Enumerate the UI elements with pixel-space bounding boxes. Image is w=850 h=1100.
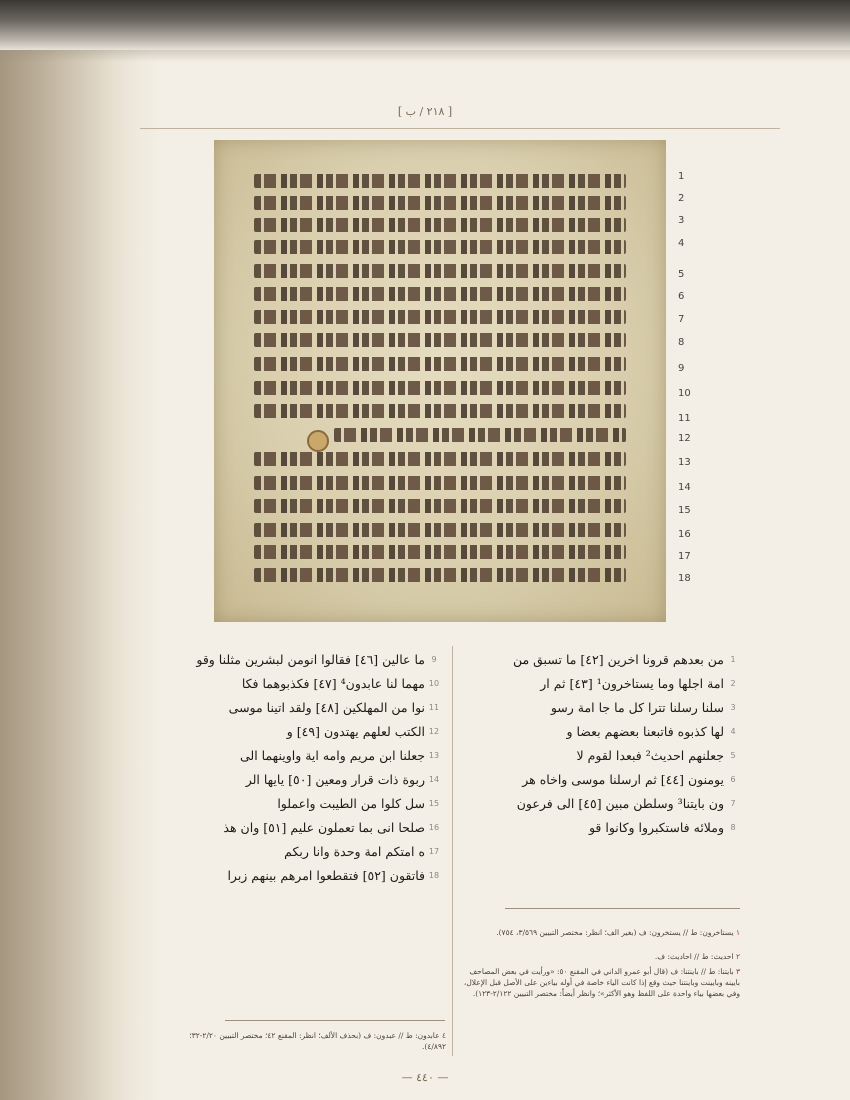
footnote: [462, 927, 740, 938]
scan-top-edge-fade: [0, 50, 850, 62]
footnote-text: عابدون: ط // عبدون: ف (بحذف الألف؛ انظر: المقنع ٤٢؛ مختصر التبيين ٢/٢٠-٣٢؛ ٤/٨٩٢).: [189, 1031, 446, 1051]
manuscript-line-number: 14: [678, 482, 691, 493]
line-number: 16: [428, 822, 440, 832]
transcription-line: [460, 696, 742, 718]
line-number: 18: [428, 870, 440, 880]
manuscript-line: [254, 264, 626, 278]
folio-reference: [ ٢١٨ / ب ]: [397, 105, 453, 118]
footnote-mark: ١: [735, 928, 740, 937]
book-gutter-shadow: [0, 40, 140, 1100]
manuscript-line: [254, 568, 626, 582]
line-number: 5: [730, 750, 736, 760]
manuscript-line-number: 15: [678, 505, 691, 516]
line-number: 3: [730, 702, 736, 712]
manuscript-line-number: 8: [678, 337, 685, 348]
line-number: 1: [730, 654, 736, 664]
line-text: ه امتكم امة وحدة وانا ربكم: [284, 843, 425, 859]
line-number: 9: [431, 654, 437, 664]
manuscript-line-number: 9: [678, 363, 685, 374]
line-text: ون بايتنا³ وسلطن مبين [٤٥] الى فرعون: [516, 795, 724, 811]
footnote-text: احديث: ط // احاديث: ف.: [654, 952, 734, 961]
manuscript-line-number: 4: [678, 238, 685, 249]
manuscript-line: [254, 381, 626, 395]
footnote: [462, 966, 740, 999]
line-text: امة اجلها وما يستاخرون¹ [٤٣] ثم ار: [540, 675, 724, 691]
line-text: سلنا رسلنا تترا كل ما جا امة رسو: [550, 699, 724, 715]
manuscript-line-number: 2: [678, 193, 685, 204]
manuscript-line: [254, 499, 626, 513]
transcription-line: [460, 768, 742, 790]
manuscript-line: [254, 452, 626, 466]
manuscript-line-number: 18: [678, 573, 691, 584]
line-number: 10: [428, 678, 440, 688]
manuscript-line: [254, 196, 626, 210]
manuscript-line-number: 3: [678, 215, 685, 226]
manuscript-line: [254, 476, 626, 490]
line-text: وملائه فاستكبروا وكانوا قو: [588, 819, 724, 835]
transcription-line: [175, 792, 443, 814]
manuscript-line-number: 10: [678, 388, 691, 399]
manuscript-line: [254, 240, 626, 254]
footnote-rule: [225, 1020, 445, 1021]
footnote: [170, 1030, 446, 1052]
manuscript-line: [254, 333, 626, 347]
line-text: ما عالين [٤٦] فقالوا انومن لبشرين مثلنا وقو: [196, 651, 425, 667]
line-number: 13: [428, 750, 440, 760]
transcription-line: [175, 768, 443, 790]
line-number: 7: [730, 798, 736, 808]
footnote-text: يستاخرون: ط // يستخرون: ف (بغير الف؛ انظر: مختصر التبيين ٣/٥٦٩، ٧٥٤).: [496, 928, 734, 937]
line-number: 12: [428, 726, 440, 736]
line-text: من بعدهم قرونا اخرين [٤٢] ما تسبق من: [512, 651, 724, 667]
verse-marker-ornament-icon: [307, 430, 329, 452]
line-text: صلحا انى بما تعملون عليم [٥١] وان هذ: [223, 819, 425, 835]
manuscript-line-number: 7: [678, 314, 685, 325]
manuscript-line: [254, 357, 626, 371]
manuscript-line-number: 1: [678, 171, 685, 182]
line-number: 2: [730, 678, 736, 688]
transcription-line: [175, 672, 443, 694]
manuscript-line: [334, 428, 626, 442]
transcription-line: [175, 720, 443, 742]
footnote-mark: ٣: [735, 967, 740, 976]
line-text: يومنون [٤٤] ثم ارسلنا موسى واخاه هر: [522, 771, 724, 787]
transcription-line: [460, 816, 742, 838]
line-text: سل كلوا من الطيبت واعملوا: [277, 795, 425, 811]
manuscript-line-number: 5: [678, 269, 685, 280]
manuscript-line: [254, 545, 626, 559]
manuscript-line-number: 6: [678, 291, 685, 302]
transcription-line: [175, 864, 443, 886]
column-divider: [452, 646, 453, 1056]
manuscript-line: [254, 174, 626, 188]
line-text: ربوة ذات قرار ومعين [٥٠] يايها الر: [245, 771, 425, 787]
manuscript-line: [254, 218, 626, 232]
line-number: 17: [428, 846, 440, 856]
line-text: مهما لنا عابدون⁴ [٤٧] فكذبوهما فكا: [241, 675, 425, 691]
line-text: فاتقون [٥٢] فتقطعوا امرهم بينهم زبرا: [227, 867, 425, 883]
manuscript-line: [254, 310, 626, 324]
line-text: جعلنهم احديث² فبعدا لقوم لا: [576, 747, 724, 763]
line-text: جعلنا ابن مريم وامه اية واوينهما الى: [239, 747, 425, 763]
line-number: 6: [730, 774, 736, 784]
line-number: 4: [730, 726, 736, 736]
line-number: 15: [428, 798, 440, 808]
header-rule: [140, 128, 780, 129]
transcription-line: [460, 672, 742, 694]
manuscript-line-number: 12: [678, 433, 691, 444]
manuscript-line-number: 17: [678, 551, 691, 562]
transcription-line: [460, 648, 742, 670]
line-number: 8: [730, 822, 736, 832]
manuscript-line-number: 11: [678, 413, 691, 424]
footnote-mark: ٤: [441, 1031, 446, 1040]
scan-top-edge: [0, 0, 850, 50]
transcription-line: [175, 840, 443, 862]
transcription-line: [175, 696, 443, 718]
footnote-text: بايتنا: ط // باينتنا: ف (قال أبو عمرو الداني في المقنع ٥٠: «ورأيت في بعض المصاحف بايينه وبايينت وباينتنا حيث وقع إذا كانت الياء خاصة في أوله بياءين على الأصل قبل الإعلال، وفي بعضها بياء واحدة على اللفظ وهو الأكثر»؛ وانظر أيضاً: مختصر التبيين ٢/١٢٢-١٢٣).: [463, 967, 740, 998]
line-text: لها كذبوه فاتبعنا بعضهم بعضا و: [566, 723, 724, 739]
transcription-line: [175, 744, 443, 766]
transcription-line: [175, 816, 443, 838]
manuscript-line-number: 13: [678, 457, 691, 468]
transcription-line: [460, 792, 742, 814]
footnote: [462, 951, 740, 962]
line-text: الكتب لعلهم يهتدون [٤٩] و: [286, 723, 425, 739]
transcription-line: [460, 720, 742, 742]
line-number: 14: [428, 774, 440, 784]
manuscript-line-number: 16: [678, 529, 691, 540]
footnote-mark: ٢: [735, 952, 740, 961]
line-number: 11: [428, 702, 440, 712]
manuscript-line: [254, 404, 626, 418]
manuscript-line: [254, 287, 626, 301]
transcription-line: [175, 648, 443, 670]
footnote-rule: [505, 908, 740, 909]
manuscript-image: [214, 140, 666, 622]
line-text: نوا من المهلكين [٤٨] ولقد اتينا موسى: [228, 699, 425, 715]
transcription-line: [460, 744, 742, 766]
page-number: — ٤٤٠ —: [401, 1071, 449, 1084]
manuscript-line: [254, 523, 626, 537]
